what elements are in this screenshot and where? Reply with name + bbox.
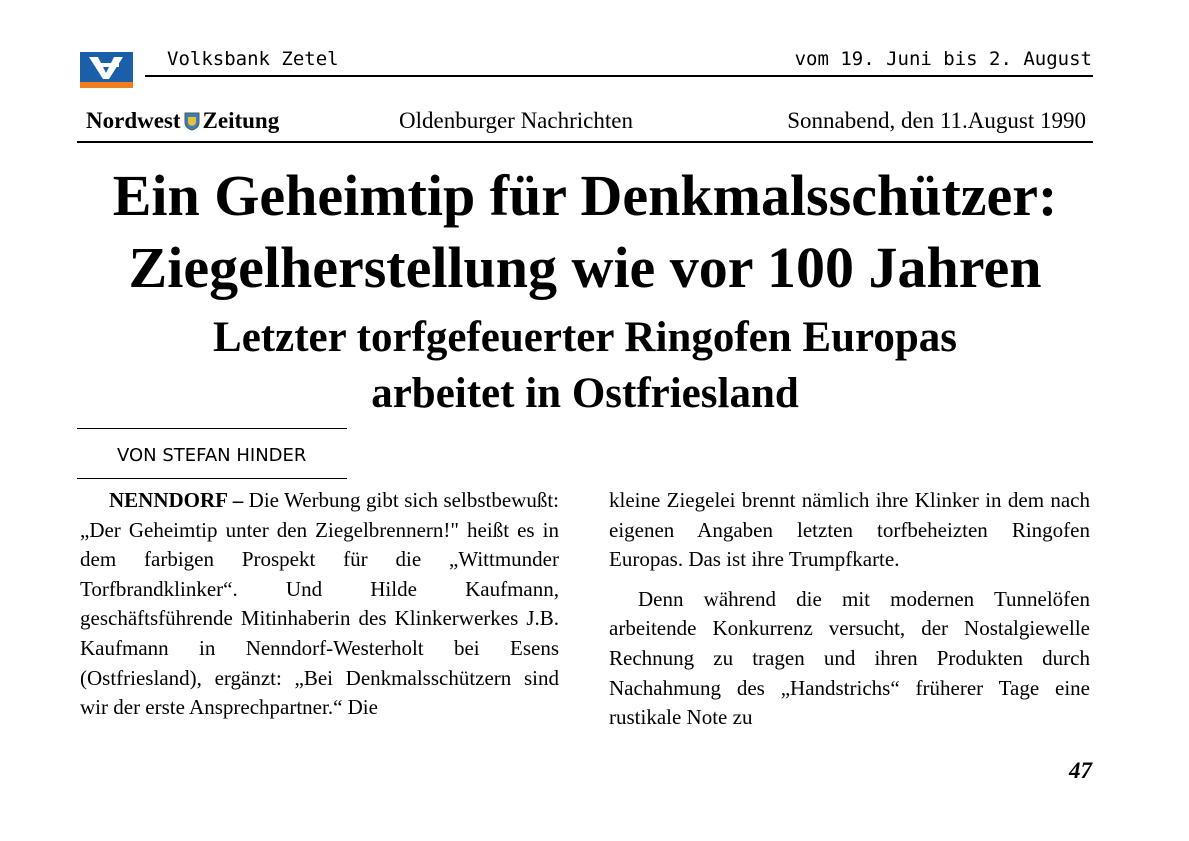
volksbank-logo-icon <box>80 52 133 88</box>
article-paragraph: kleine Ziegelei brennt nämlich ihre Klinker in dem nach eigenen Angaben letzten torfbeheizten Ringofen Europas. Das ist ihre Trumpfkarte. <box>609 488 1090 572</box>
subheadline-line-1: Letzter torfgefeuerter Ringofen Europas <box>213 314 957 361</box>
masthead-rule <box>77 141 1093 143</box>
subheadline <box>60 310 1110 422</box>
edition-name: Oldenburger Nachrichten <box>399 108 633 133</box>
headline <box>60 160 1110 304</box>
article-column-left <box>80 486 559 723</box>
page-number: 47 <box>1069 758 1092 783</box>
masthead <box>86 108 1086 138</box>
coat-of-arms-icon <box>184 112 200 131</box>
headline-line-2: Ziegelherstellung wie vor 100 Jahren <box>128 235 1042 300</box>
dateline: NENNDORF – <box>109 488 244 512</box>
byline: VON STEFAN HINDER <box>117 445 307 466</box>
article-text: Die Werbung gibt sich selbstbewußt: „Der Geheimtip unter den Ziegelbrennern!" heißt es in dem farbigen Prospekt für die „Wittmunder Torfbrandklinker“. Und Hilde Kaufmann, geschäftsführende Mitinhaberin des Klinkerwerkes J.B. Kaufmann in Nenndorf-Westerholt bei Esens (Ostfriesland), ergänzt: „Bei Denkmalsschützern sind wir der erste Ansprechpartner.“ Die <box>80 488 559 720</box>
newspaper-name <box>86 108 279 134</box>
subheadline-line-2: arbeitet in Ostfriesland <box>371 370 799 417</box>
byline-rule-top <box>77 428 347 429</box>
date-range: vom 19. Juni bis 2. August <box>794 48 1092 70</box>
byline-rule-bottom <box>77 478 347 479</box>
article-paragraph <box>80 486 559 723</box>
article-column-right <box>609 486 1090 733</box>
newspaper-name-part2: Zeitung <box>202 108 280 133</box>
newspaper-name-part1: Nordwest <box>86 108 181 133</box>
header-rule <box>145 75 1093 77</box>
bank-name: Volksbank Zetel <box>167 48 339 70</box>
article-paragraph: Denn während die mit modernen Tunnelöfen arbeitende Konkurrenz versucht, der Nostalgiewelle Rechnung zu tragen und ihren Produkten durch Nachahmung des „Handstrichs“ früherer Tage eine rustikale Note zu <box>609 586 1090 730</box>
issue-date: Sonnabend, den 11.August 1990 <box>787 108 1086 133</box>
headline-line-1: Ein Geheimtip für Denkmalsschützer: <box>112 163 1058 228</box>
